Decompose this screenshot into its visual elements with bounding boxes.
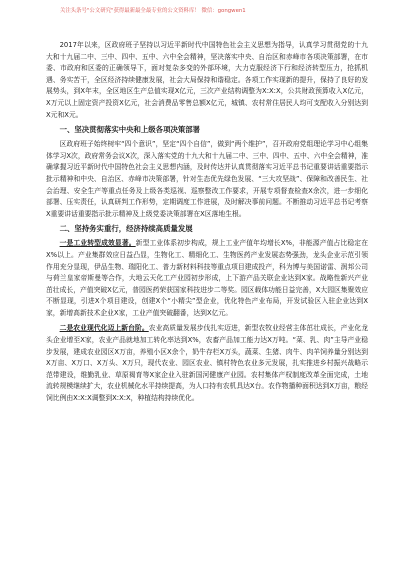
industry-lead: 一是工业转型成效显著。 [59,239,136,248]
section-1-paragraph: 区政府班子始终树牢“四个意识”，坚定“四个自信”，做到“两个维护”，召开政府党组理论学习中心组集体学习X次，政府常务会议X次，深入落实党的十九大和十九届二中、三中、四中、五中、六中全会精神，准确掌握习近平新时代中国特色社会主义思想内涵，及时传达并认真贯彻落实习近平总书记重要讲话重要指示批示精神和中央、自治区、赤峰市决策部署，针对生态优先绿色发展、“三大攻坚战”、保障和改善民生、社会治理、安全生产等重点任务及上级各类巡视、巡察整改工作要求，开展专项督查检查X余次，进一步细化部署、压实责任，认真研判工作形势，定期调度工作进展，及时解决事前问题。不断推动习近平总书记考察X重要讲话重要指示批示精神及上级党委决策部署在X区落地生根。 [46,140,368,218]
agriculture-body: 农业高质量发展步伐扎实迈进，新型农牧业经营主体茁壮成长，产业化龙头企业增至X家，农业产品就地加工转化率达到X%，农畜产品加工能力达X万吨。“菜、乳、肉”主导产业稳步发展，建成农业园区X万亩，养殖小区X余个，奶牛存栏X万头，蔬菜、生猪、肉牛、肉羊饲养量分别达到X万亩、X万口、X万头、X万只，现代农业、园区农业、镇村特色农业多元发展，扎实推进乡村振兴战略示范带建设，维勤乳业、草原褐育等X家企业入驻新国河健康产业园。农村集体产权制度改革全面完成，土地流转规模继续扩大，农业机械化水平持续提高，为人口持有农机具达X台。农作物播种面积达到X万亩，粮经饲比例由X:X:X调整到X:X:X，种植结构持续优化。 [46,324,369,403]
section-1-heading: 一、坚决贯彻落实中央和上级各项决策部署 [59,125,201,135]
header-banner [60,6,390,19]
banner-text: 关注头条号"公文研究"获得最新最全最专业的公文资料库！ 微信：gongwen1 [60,8,246,14]
section-2-heading: 二、坚持务实重行，经济持续高质量发展 [59,224,193,234]
industry-body: 新型工业体系初步构成，规上工业产值年均增长X%，非能源产值占比稳定在X%以上。产业集群效应日益凸显，生物化工、精细化工、生物医药产业发展态势强劲，龙头企业示范引领作用充分显现，伊品生物、瑞阳化工、普力新材料科技等重点项目建成投产，科为博与美国诺雷、润邦公司与荷兰皇家帝斯曼等合作，大地云天化工产业园初步形成，上下游产品关联企业达到X家。战略性新兴产业茁壮成长，产值突破X亿元，普园医药荣获国家科技进步二等奖。园区载体功能日益完善，X大园区集聚效应不断显现，引进X个项目建设，创建X个“小精尖”型企业，优化特色产业布局，开发试验区入驻企业达到X家，新增高新技术企业X家，工业产值突破翻番，达到X亿元。 [46,239,369,317]
intro-paragraph: 2017年以来，区政府班子坚持以习近平新时代中国特色社会主义思想为指导，认真学习贯彻党的十九大和十九届二中、三中、四中、五中、六中全会精神，坚决落实中央、自治区和赤峰市各项决策部署，在市委、市政府和区委的正确领导下，面对复杂多变的外部环境，大力克服经济下行和经济转型压力，抢抓机遇、务实苦干，全区经济持续健康发展，社会大局保持和谐稳定。各项工作实现新的提升，保持了良好的发展势头，到X年末，全区地区生产总值实现X亿元，三次产业结构调整为X:X:X，公共财政预算收入X亿元，X万元以上固定资产投资X亿元，社会消费品零售总额X亿元，城镇、农村常住居民人均可支配收入分别达到X元和X元。 [46,41,368,119]
document-body [46,40,368,405]
agriculture-lead: 二是农业现代化迈上新台阶。 [59,324,149,333]
industry-paragraph [46,238,368,319]
agriculture-paragraph [46,323,368,404]
